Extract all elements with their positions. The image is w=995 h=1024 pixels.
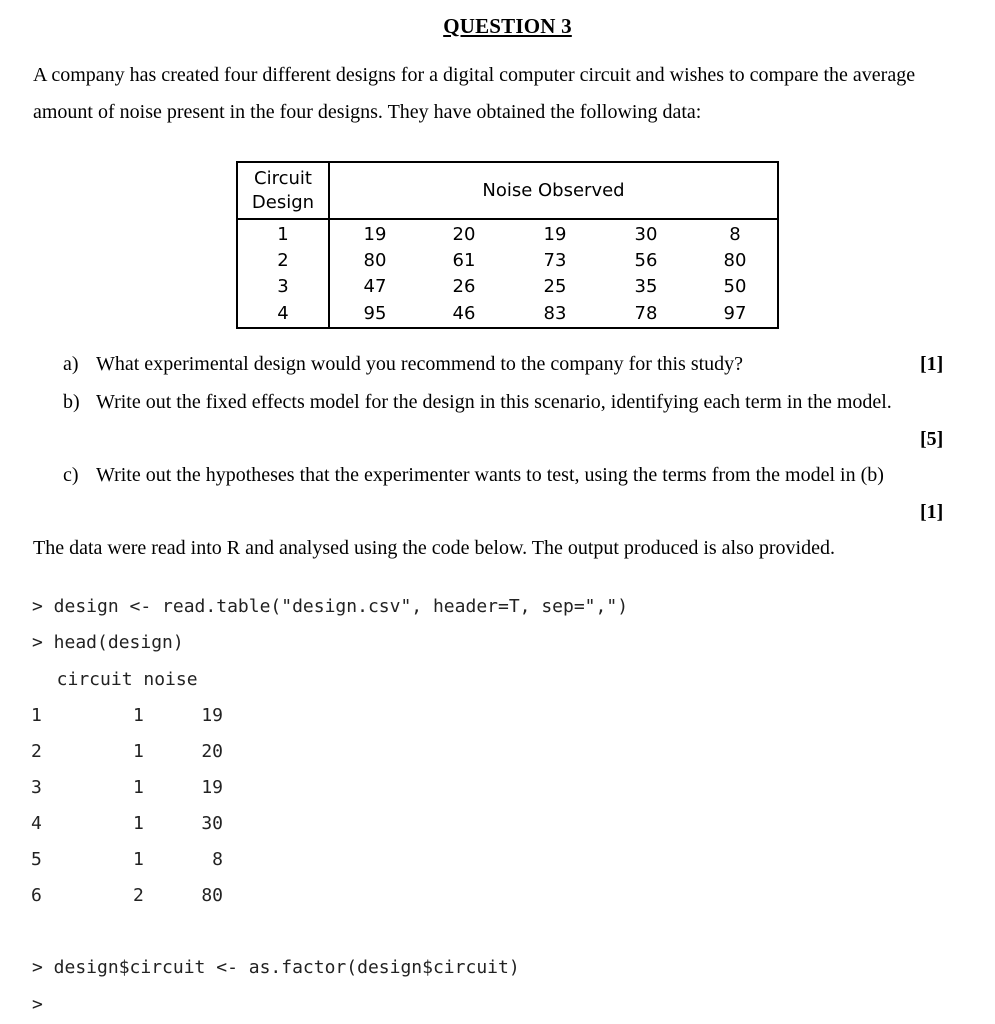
r-output-noise: 30 [201,813,223,834]
table-cell: 46 [452,303,476,324]
table-cell: 56 [634,250,658,271]
r-code-read-table: > design <- read.table("design.csv", header=T, sep=",") [32,596,629,617]
table-cell: 25 [543,276,567,297]
table-cell: 8 [729,224,741,245]
header-circuit-design [238,167,328,215]
question-a-text: What experimental design would you recommend to the company for this study? [96,353,744,375]
table-cell: 35 [634,276,658,297]
question-b-mark: [5] [920,428,944,450]
r-code-as-factor: > design$circuit <- as.factor(design$circuit) [32,957,520,978]
r-output-row-index: 2 [31,741,42,762]
r-output-row-index: 5 [31,849,42,870]
table-cell: 95 [363,303,387,324]
row-label-design-2: 2 [277,250,289,271]
intro-text-line2: amount of noise present in the four designs. They have obtained the following data: [33,101,702,123]
question-c-letter: c) [63,464,79,486]
table-cell: 47 [363,276,387,297]
r-intro-text: The data were read into R and analysed using the code below. The output produced is also provided. [33,537,835,559]
table-cell: 83 [543,303,567,324]
r-output-header: circuit noise [35,669,198,690]
r-output-circuit: 1 [133,777,144,798]
r-output-noise: 19 [201,705,223,726]
header-circuit-label: Circuit [254,168,312,189]
question-b-letter: b) [63,391,80,413]
question-b-text: Write out the fixed effects model for the design in this scenario, identifying each term in the model. [96,391,892,413]
r-output-circuit: 1 [133,741,144,762]
r-code-head: > head(design) [32,632,184,653]
r-output-noise: 20 [201,741,223,762]
row-label-design-3: 3 [277,276,289,297]
table-cell: 80 [723,250,747,271]
question-c-mark: [1] [920,501,944,523]
table-cell: 61 [452,250,476,271]
table-cell: 26 [452,276,476,297]
r-output-circuit: 1 [133,849,144,870]
r-output-row-index: 1 [31,705,42,726]
r-output-circuit: 1 [133,813,144,834]
row-label-design-1: 1 [277,224,289,245]
noise-data-table [236,161,779,329]
question-c-text: Write out the hypotheses that the experimenter wants to test, using the terms from the model in (b) [96,464,884,486]
table-cell: 80 [363,250,387,271]
header-design-label: Design [251,192,315,213]
r-output-noise: 80 [201,885,223,906]
table-divider-horizontal [238,218,777,220]
r-output-noise: 8 [212,849,223,870]
question-a-mark: [1] [920,353,944,375]
row-label-design-4: 4 [277,303,289,324]
table-cell: 73 [543,250,567,271]
r-output-circuit: 1 [133,705,144,726]
table-cell: 78 [634,303,658,324]
r-output-row-index: 3 [31,777,42,798]
r-output-row-index: 4 [31,813,42,834]
r-output-row-index: 6 [31,885,42,906]
question-a-letter: a) [63,353,79,375]
header-noise-observed: Noise Observed [482,180,625,201]
intro-text-line1: A company has created four different designs for a digital computer circuit and wishes to compare the average [33,64,916,86]
table-cell: 19 [363,224,387,245]
table-cell: 19 [543,224,567,245]
r-console-prompt[interactable]: > [32,994,43,1015]
table-cell: 30 [634,224,658,245]
r-output-noise: 19 [201,777,223,798]
table-cell: 97 [723,303,747,324]
table-cell: 20 [452,224,476,245]
table-cell: 50 [723,276,747,297]
question-title: QUESTION 3 [443,14,572,38]
r-output-circuit: 2 [133,885,144,906]
